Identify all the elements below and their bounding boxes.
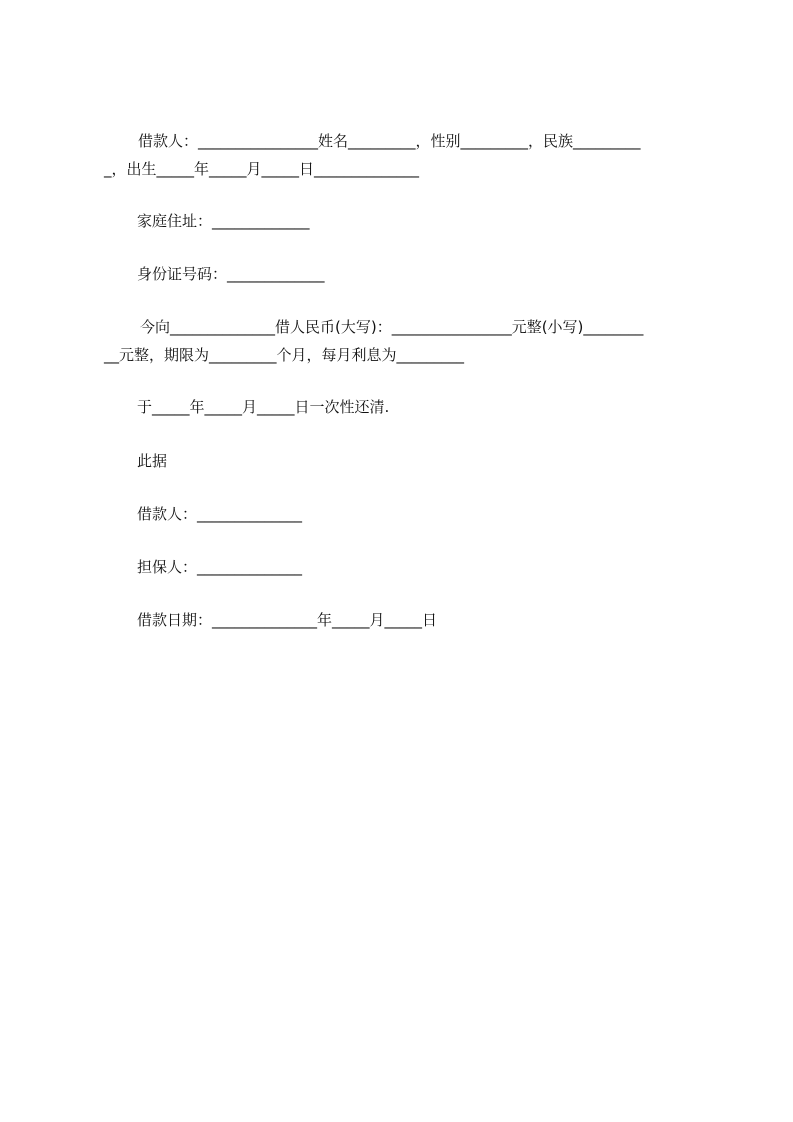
birth-date-line: _，出生_____年_____月_____日______________: [104, 160, 420, 178]
borrower-info-line: 借款人：________________姓名_________，性别_________，民族_________: [138, 132, 641, 150]
loan-amount-line: 今向______________借人民币(大写)：________________元整(小写)________: [140, 318, 644, 336]
home-address-line: 家庭住址：_____________: [137, 212, 310, 230]
loan-term-line: __元整，期限为_________个月，每月利息为_________: [104, 346, 465, 364]
id-number-line: 身份证号码：_____________: [137, 265, 325, 283]
repayment-date-line: 于_____年_____月_____日一次性还清.: [137, 398, 390, 416]
borrower-signature-line: 借款人：______________: [137, 505, 303, 523]
loan-date-line: 借款日期：______________年_____月_____日: [137, 611, 438, 629]
guarantor-signature-line: 担保人：______________: [137, 558, 303, 576]
proof-text: 此据: [137, 452, 168, 470]
